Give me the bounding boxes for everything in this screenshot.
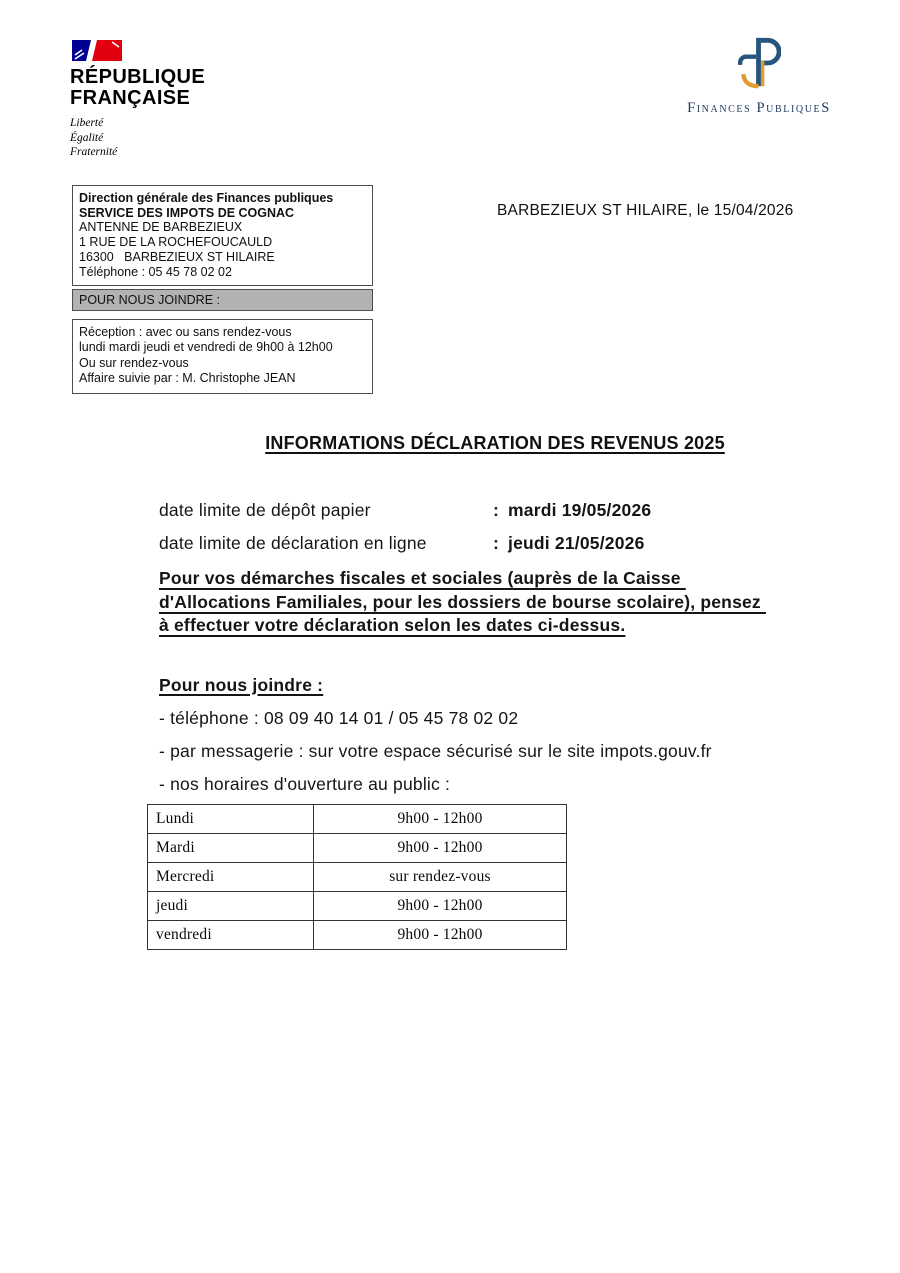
table-cell-day: Lundi — [148, 804, 314, 833]
republique-francaise-logo — [70, 40, 205, 160]
motto-fraternite: Fraternité — [70, 146, 118, 158]
deadline-online-value: jeudi 21/05/2026 — [508, 533, 645, 553]
document-title — [160, 433, 830, 454]
document-title-text: INFORMATIONS DÉCLARATION DES REVENUS 2025 — [265, 433, 725, 453]
contact-section-heading — [159, 674, 859, 696]
sender-service: SERVICE DES IMPOTS DE COGNAC — [79, 205, 295, 220]
motto-liberte: Liberté — [70, 117, 104, 129]
deadline-paper-colon: : — [493, 500, 500, 520]
reception-info-box — [72, 319, 373, 394]
deadline-paper-row — [159, 499, 859, 521]
reception-days: lundi mardi jeudi et vendredi de 9h00 à 12h00 — [79, 340, 333, 355]
contact-phone-item: - téléphone : 08 09 40 14 01 / 05 45 78 02 02 — [159, 707, 519, 728]
table-cell-hours: 9h00 - 12h00 — [314, 891, 567, 920]
opening-hours-table — [147, 804, 567, 950]
declaration-notice — [159, 567, 859, 638]
contact-heading-text: Pour nous joindre : — [159, 674, 324, 695]
notice-line-2: d'Allocations Familiales, pour les dossiers de bourse scolaire), pensez — [159, 591, 766, 612]
table-row — [148, 833, 567, 862]
deadline-online-label: date limite de déclaration en ligne — [159, 533, 427, 553]
reception-line: Réception : avec ou sans rendez-vous — [79, 325, 292, 339]
table-cell-hours: sur rendez-vous — [314, 862, 567, 891]
letter-body — [156, 499, 859, 950]
republique-name — [70, 67, 205, 108]
reception-appointment: Ou sur rendez-vous — [79, 355, 189, 370]
finances-publiques-logo — [680, 34, 838, 117]
republique-line2: FRANÇAISE — [70, 86, 191, 109]
motto-egalite: Égalité — [70, 131, 104, 144]
table-cell-hours: 9h00 - 12h00 — [314, 804, 567, 833]
notice-line-3: à effectuer votre déclaration selon les dates ci-dessus. — [159, 615, 626, 635]
sender-antenne: ANTENNE DE BARBEZIEUX — [79, 220, 243, 235]
deadline-online-row — [159, 532, 859, 554]
table-cell-hours: 9h00 - 12h00 — [314, 920, 567, 949]
marianne-motto — [70, 116, 205, 160]
contact-messaging-item: - par messagerie : sur votre espace sécurisé sur le site impots.gouv.fr — [159, 740, 712, 761]
deadline-paper-label: date limite de dépôt papier — [159, 500, 371, 520]
table-cell-day: jeudi — [148, 891, 314, 920]
table-cell-day: vendredi — [148, 920, 314, 949]
reception-handler: Affaire suivie par : M. Christophe JEAN — [79, 371, 296, 386]
table-row — [148, 804, 567, 833]
fp-monogram-icon — [737, 34, 781, 92]
table-cell-day: Mardi — [148, 833, 314, 862]
fp-logo-label: Finances PubliqueS — [687, 100, 831, 116]
sender-address-box — [72, 185, 373, 286]
sender-city: 16300 BARBEZIEUX ST HILAIRE — [79, 249, 275, 264]
contact-bar — [72, 289, 373, 311]
table-cell-day: Mercredi — [148, 862, 314, 891]
republique-line1: RÉPUBLIQUE — [70, 66, 206, 88]
notice-line-1: Pour vos démarches fiscales et sociales (auprès de la Caisse — [159, 568, 686, 588]
deadline-paper-value: mardi 19/05/2026 — [508, 500, 652, 520]
place-date-line: BARBEZIEUX ST HILAIRE, le 15/04/2026 — [497, 202, 794, 219]
sender-street: 1 RUE DE LA ROCHEFOUCAULD — [79, 235, 273, 250]
sender-direction: Direction générale des Finances publiques — [79, 191, 334, 205]
sender-phone: Téléphone : 05 45 78 02 02 — [79, 264, 232, 279]
contact-bar-label: POUR NOUS JOINDRE : — [79, 293, 220, 307]
contact-hours-item: - nos horaires d'ouverture au public : — [159, 773, 451, 794]
french-flag-icon — [72, 40, 122, 61]
table-row — [148, 891, 567, 920]
table-row — [148, 920, 567, 949]
table-row — [148, 862, 567, 891]
table-cell-hours: 9h00 - 12h00 — [314, 833, 567, 862]
deadline-online-colon: : — [493, 533, 500, 553]
